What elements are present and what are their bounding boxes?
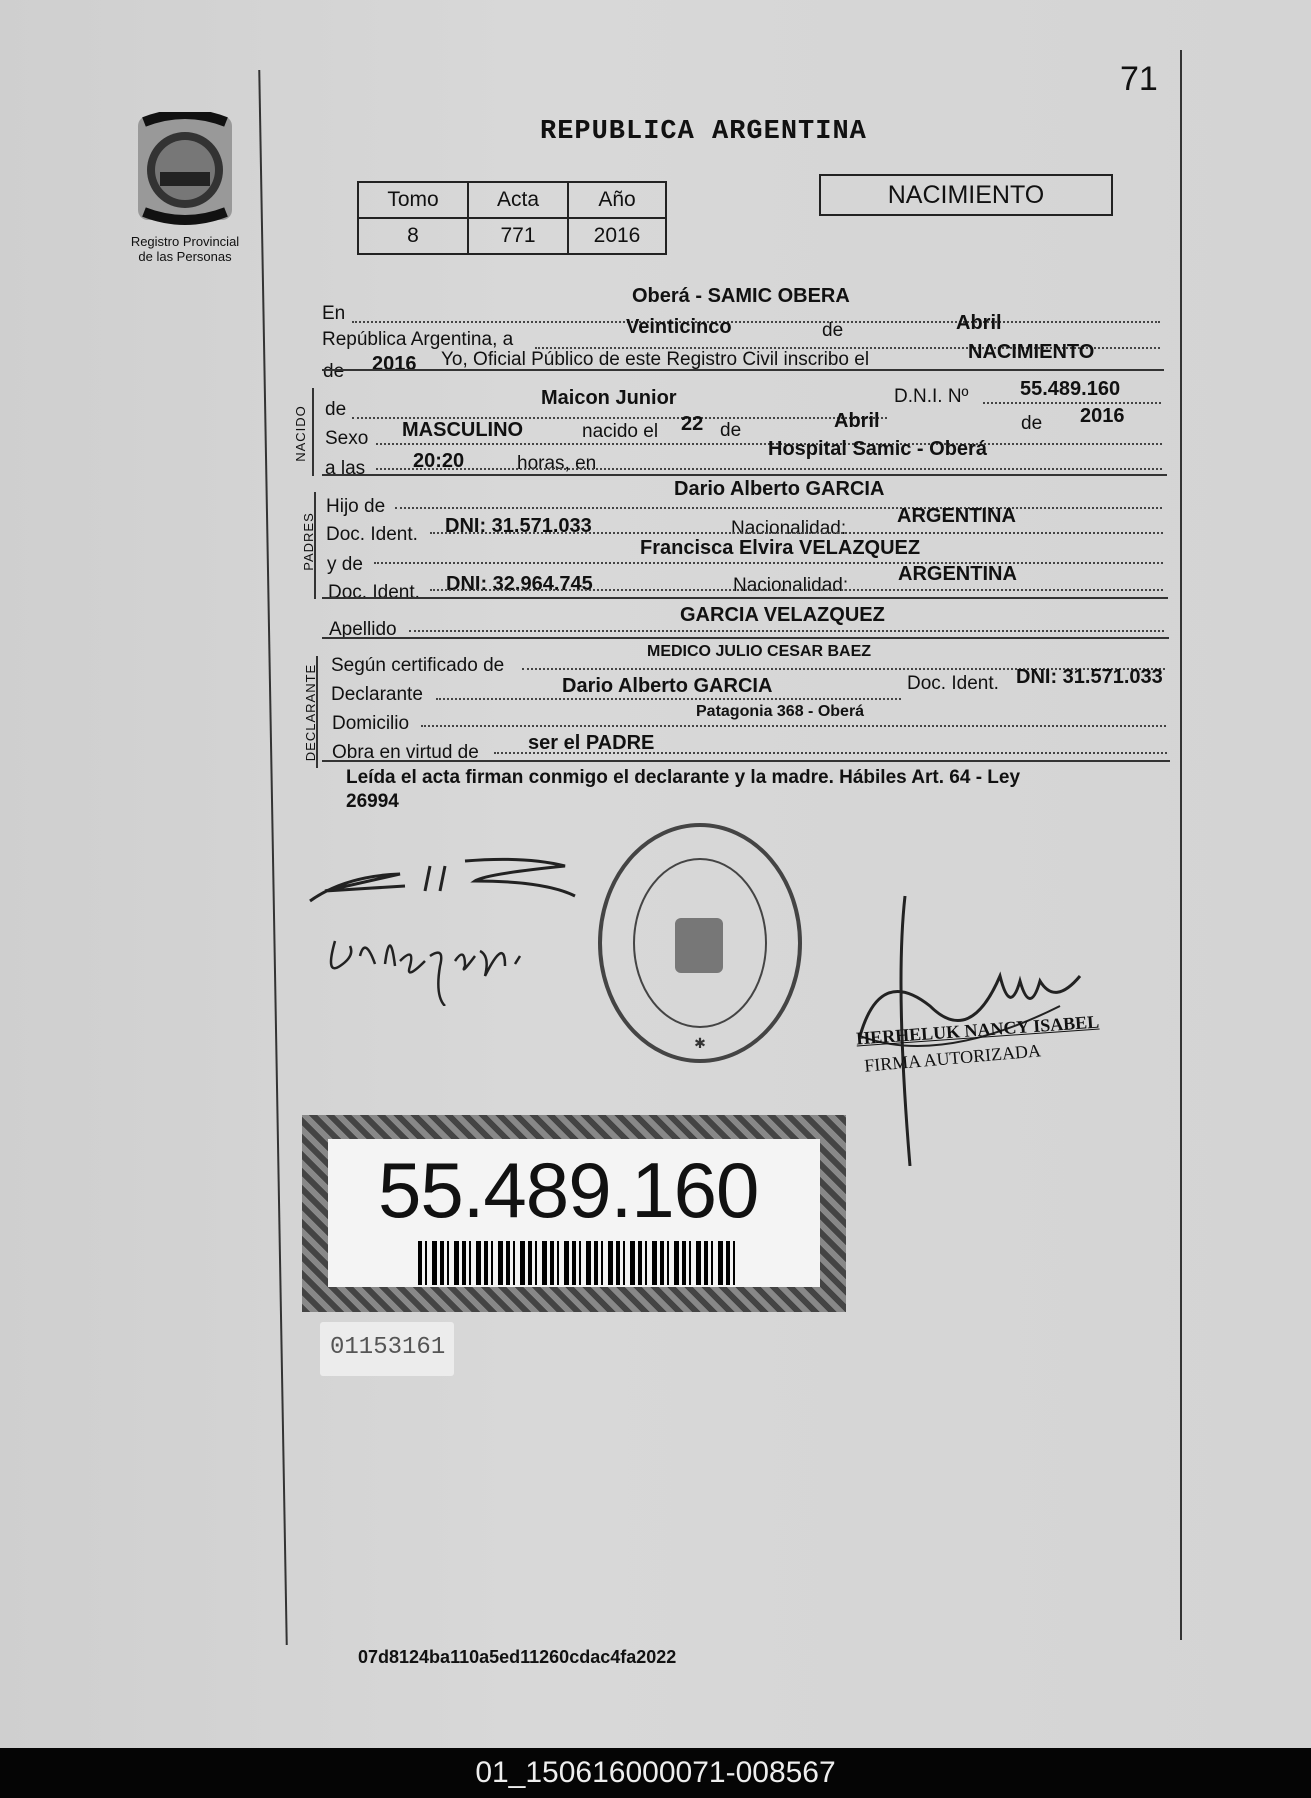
day-word: Veinticinco bbox=[626, 316, 732, 338]
dotted-line bbox=[376, 468, 1162, 470]
footer-bar bbox=[0, 1748, 1311, 1798]
mother-doc-label: Doc. Ident. bbox=[328, 582, 420, 603]
declarante-doc-label: Doc. Ident. bbox=[907, 673, 999, 694]
cert-label: Según certificado de bbox=[331, 655, 505, 676]
mother-nat-label: Nacionalidad: bbox=[733, 575, 849, 596]
hijo-de-label: Hijo de bbox=[326, 496, 386, 517]
misiones-logo bbox=[130, 112, 240, 230]
domicilio-label: Domicilio bbox=[332, 713, 410, 734]
dotted-line bbox=[395, 507, 1162, 509]
record-type-box: NACIMIENTO bbox=[819, 174, 1113, 216]
document-title: REPUBLICA ARGENTINA bbox=[540, 117, 867, 147]
nacido-bracket bbox=[312, 388, 314, 476]
dotted-line bbox=[352, 321, 1160, 323]
apellido-label: Apellido bbox=[329, 619, 397, 640]
barcode-inner bbox=[328, 1139, 820, 1287]
official-name: HERHELUK NANCY ISABEL bbox=[855, 1011, 1100, 1049]
month: Abril bbox=[956, 312, 1002, 334]
birth-time: 20:20 bbox=[413, 450, 465, 472]
sexo: MASCULINO bbox=[402, 419, 524, 441]
en-label: En bbox=[322, 303, 346, 324]
right-margin-line bbox=[1180, 50, 1182, 1640]
child-dni: 55.489.160 bbox=[1020, 378, 1121, 400]
sexo-label: Sexo bbox=[325, 428, 369, 449]
domicilio-value: Patagonia 368 - Oberá bbox=[696, 703, 865, 720]
rule bbox=[322, 597, 1168, 599]
de-label-2: de bbox=[720, 420, 742, 441]
nacido-section-label: NACIDO bbox=[292, 405, 308, 462]
barcode-label bbox=[302, 1115, 846, 1312]
registry-header-ano: Año bbox=[568, 182, 666, 218]
declarante-name: Dario Alberto GARCIA bbox=[562, 675, 773, 697]
dotted-line bbox=[983, 402, 1161, 404]
registry-table bbox=[357, 181, 667, 255]
republica-label: República Argentina, a bbox=[322, 329, 514, 350]
dni-label: D.N.I. Nº bbox=[894, 386, 969, 407]
dotted-line bbox=[374, 562, 1163, 564]
left-margin-line bbox=[258, 70, 287, 1645]
rule bbox=[322, 369, 1164, 371]
footer-id: 01_150616000071-008567 bbox=[475, 1756, 836, 1789]
official-seal bbox=[595, 818, 805, 1068]
birth-hospital: Hospital Samic - Oberá bbox=[768, 438, 987, 460]
dotted-line bbox=[430, 589, 1163, 591]
registry-value-tomo: 8 bbox=[358, 218, 468, 254]
de-label: de bbox=[822, 320, 844, 341]
obra-value: ser el PADRE bbox=[528, 732, 655, 754]
dotted-line bbox=[430, 532, 1163, 534]
birth-day: 22 bbox=[681, 413, 704, 435]
declarante-doc: DNI: 31.571.033 bbox=[1016, 666, 1163, 688]
birth-month: Abril bbox=[834, 410, 880, 432]
serial-number: 01153161 bbox=[330, 1334, 446, 1361]
registry-value-ano: 2016 bbox=[568, 218, 666, 254]
serial-sticker bbox=[320, 1322, 454, 1376]
closing-text-line2: 26994 bbox=[346, 791, 399, 812]
rule bbox=[322, 760, 1170, 762]
svg-text:✱: ✱ bbox=[694, 1035, 706, 1051]
seal-icon bbox=[595, 818, 805, 1068]
registry-header-acta: Acta bbox=[468, 182, 568, 218]
rule bbox=[322, 637, 1169, 639]
mother-doc: DNI: 32.964.745 bbox=[446, 573, 593, 595]
cert-value: MEDICO JULIO CESAR BAEZ bbox=[647, 643, 872, 660]
logo-caption bbox=[110, 234, 260, 264]
father-nationality: ARGENTINA bbox=[897, 505, 1016, 527]
logo-caption-line1: Registro Provincial bbox=[130, 234, 240, 249]
mother-name: Francisca Elvira VELAZQUEZ bbox=[640, 537, 921, 559]
father-doc: DNI: 31.571.033 bbox=[445, 515, 592, 537]
horas-label: horas, en bbox=[517, 453, 597, 474]
dotted-line bbox=[436, 698, 901, 700]
year: 2016 bbox=[372, 353, 417, 375]
page-number: 71 bbox=[1120, 60, 1158, 98]
closing-text-line1: Leída el acta firman conmigo el declarante y la madre. Hábiles Art. 64 - Ley bbox=[346, 767, 1021, 788]
father-doc-label: Doc. Ident. bbox=[326, 524, 418, 545]
logo-caption-line2: de las Personas bbox=[138, 249, 232, 264]
official-title: FIRMA AUTORIZADA bbox=[863, 1040, 1042, 1076]
a-las-label: a las bbox=[325, 458, 366, 479]
act-type: NACIMIENTO bbox=[968, 341, 1095, 363]
nacido-de-label: de bbox=[325, 399, 347, 420]
apellido-value: GARCIA VELAZQUEZ bbox=[680, 604, 885, 626]
registry-header-tomo: Tomo bbox=[358, 182, 468, 218]
birth-place: Oberá - SAMIC OBERA bbox=[632, 285, 850, 307]
obra-label: Obra en virtud de bbox=[332, 742, 479, 763]
yo-text: Yo, Oficial Público de este Registro Civil inscribo el bbox=[441, 349, 870, 370]
dotted-line bbox=[421, 725, 1166, 727]
declarant-signature bbox=[305, 846, 635, 1006]
nacido-el-label: nacido el bbox=[582, 421, 659, 442]
barcode-number: 55.489.160 bbox=[378, 1146, 759, 1234]
barcode-stripes bbox=[418, 1241, 740, 1285]
dotted-line bbox=[494, 752, 1167, 754]
father-nat-label: Nacionalidad: bbox=[731, 518, 847, 539]
de-label-3: de bbox=[1021, 413, 1043, 434]
dotted-line bbox=[409, 630, 1164, 632]
father-name: Dario Alberto GARCIA bbox=[674, 478, 885, 500]
registry-value-acta: 771 bbox=[468, 218, 568, 254]
padres-section-label: PADRES bbox=[300, 512, 316, 571]
birth-year: 2016 bbox=[1080, 405, 1125, 427]
declarante-section-label: DECLARANTE bbox=[303, 663, 319, 762]
province-shield-icon bbox=[130, 112, 240, 230]
y-de-label: y de bbox=[327, 554, 363, 575]
rule bbox=[322, 474, 1167, 476]
closing-text bbox=[346, 766, 1146, 814]
document-hash: 07d8124ba110a5ed11260cdac4fa2022 bbox=[358, 1647, 677, 1667]
child-name: Maicon Junior bbox=[541, 387, 677, 409]
mother-nationality: ARGENTINA bbox=[898, 563, 1017, 585]
declarante-label: Declarante bbox=[331, 684, 423, 705]
year-prefix: de bbox=[323, 361, 345, 382]
